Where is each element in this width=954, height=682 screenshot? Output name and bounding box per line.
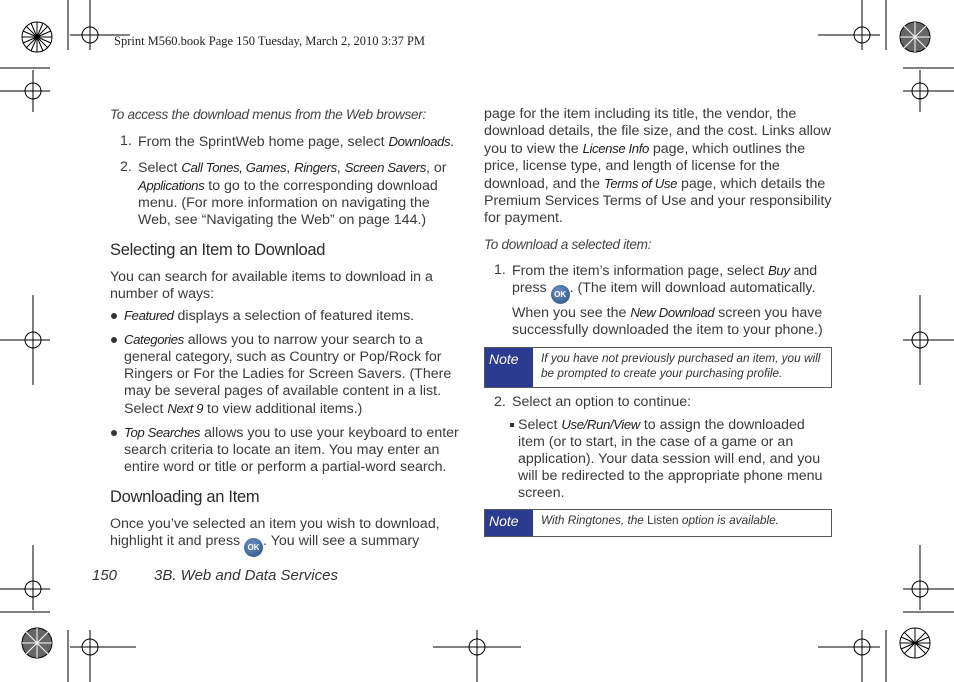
step-list bbox=[484, 262, 834, 339]
paragraph: You can search for available items to download in a number of ways: bbox=[110, 269, 433, 302]
ok-key-icon: OK bbox=[551, 285, 570, 304]
bullet-item bbox=[110, 307, 460, 325]
step-text: From the item’s information page, select bbox=[512, 263, 769, 279]
note-text: If you have not previously purchased an item, you will be prompted to create your purchasing profile. bbox=[541, 351, 821, 380]
step-list bbox=[484, 394, 834, 411]
menu-term: Downloads bbox=[388, 134, 451, 149]
paragraph-text: Once you’ve selected an item you wish to download, highlight it and press bbox=[110, 516, 440, 549]
section-heading: Selecting an Item to Download bbox=[110, 241, 326, 259]
menu-term: Screen Savers bbox=[344, 160, 426, 175]
menu-term: Use/Run/View bbox=[561, 417, 640, 432]
paragraph bbox=[110, 516, 460, 557]
crosshair-mark-right-bottom bbox=[903, 545, 954, 610]
step-text: Select an option to continue: bbox=[512, 394, 692, 410]
step-1 bbox=[110, 133, 460, 151]
section-heading: Downloading an Item bbox=[110, 488, 260, 506]
crosshair-mark-left-bottom bbox=[0, 545, 50, 610]
menu-term: Categories bbox=[124, 332, 184, 347]
option-list bbox=[484, 416, 834, 502]
paragraph-text: page, which outlines the price, license type, and length of license for the download, and the bbox=[484, 141, 806, 192]
bullet-dot bbox=[111, 313, 117, 319]
step-number: 1. bbox=[494, 262, 506, 278]
menu-term: Call Tones, Games bbox=[181, 160, 287, 175]
bullet-item bbox=[110, 331, 460, 418]
crosshair-mark-right-mid bbox=[903, 295, 954, 385]
crosshair-mark-bottom-right bbox=[818, 630, 880, 682]
bullet-text: allows you to narrow your search to a general category, such as Country or Pop/Rock for Ringers or For the Ladies for Screen Savers. (There may be several pages of available content in a list. Select bbox=[124, 332, 452, 417]
step-text: , bbox=[286, 160, 295, 176]
step-2 bbox=[484, 394, 834, 411]
bullet-item bbox=[110, 424, 460, 476]
step-text: Select bbox=[138, 160, 182, 176]
step-text: to go to the corresponding download menu. (For more information on navigating the Web, see “Navigating the Web” on page 144.) bbox=[138, 178, 438, 228]
bullet-text: to view additional items.) bbox=[203, 401, 363, 417]
note-text-part: With Ringtones, the bbox=[541, 513, 648, 527]
intro-instruction: To access the download menus from the Web browser: bbox=[110, 107, 426, 122]
step-number: 2. bbox=[494, 394, 506, 410]
option-text: to assign the downloaded item (or to start, in the case of a game or an application). Your data session will end, and you will be redirected to the appropriate phone menu screen. bbox=[518, 417, 823, 501]
note-label: Note bbox=[485, 510, 533, 536]
paragraph-text: . You will see a summary bbox=[263, 533, 420, 549]
intro-instruction: To download a selected item: bbox=[484, 237, 652, 252]
step-list bbox=[110, 133, 460, 229]
paragraph bbox=[484, 106, 834, 227]
menu-term: Listen bbox=[647, 513, 679, 527]
print-header: Sprint M560.book Page 150 Tuesday, March 2, 2010 3:37 PM bbox=[114, 34, 426, 48]
bullet-text: displays a selection of featured items. bbox=[173, 308, 415, 324]
note-text bbox=[533, 510, 785, 536]
menu-term: Featured bbox=[124, 308, 174, 323]
note-text-part: option is available. bbox=[678, 513, 779, 527]
step-text: . bbox=[450, 134, 455, 150]
crosshair-mark-bottom-center bbox=[433, 630, 521, 682]
bullet-dot bbox=[111, 430, 117, 436]
step-text: screen you have successfully downloaded the item to your phone.) bbox=[512, 305, 823, 338]
bullet-dot bbox=[111, 337, 117, 343]
menu-term: Top Searches bbox=[124, 425, 201, 440]
starburst-mark-bottom-left bbox=[22, 628, 52, 658]
left-column bbox=[110, 106, 460, 557]
ok-key-icon: OK bbox=[244, 538, 263, 557]
paragraph-text: page, which details the Premium Services Terms of Use and your responsibility for payment. bbox=[484, 176, 832, 226]
crosshair-mark-left-top bbox=[0, 70, 50, 112]
crosshair-mark-right-top bbox=[903, 70, 954, 112]
step-number: 2. bbox=[120, 159, 132, 175]
bullet-square bbox=[510, 423, 514, 427]
menu-term: Buy bbox=[768, 263, 790, 278]
menu-term: Terms of Use bbox=[603, 176, 678, 191]
step-2 bbox=[110, 159, 460, 229]
menu-term: New Download bbox=[630, 305, 715, 320]
note-box bbox=[484, 509, 832, 537]
crosshair-mark-bottom-left bbox=[70, 630, 136, 682]
menu-term: Applications bbox=[138, 178, 205, 193]
starburst-mark-top-right bbox=[900, 22, 930, 52]
step-text: , or bbox=[425, 160, 447, 176]
step-text: , bbox=[336, 160, 345, 176]
starburst-mark-top-left bbox=[22, 22, 52, 52]
starburst-mark-bottom-right bbox=[900, 628, 930, 658]
step-text: and press bbox=[512, 263, 818, 296]
menu-term: License Info bbox=[582, 141, 649, 156]
section-title: 3B. Web and Data Services bbox=[154, 567, 338, 584]
bullet-text: allows you to use your keyboard to enter search criteria to locate an item. You may enter an entire word or title or perform a partial-word search. bbox=[124, 425, 459, 475]
step-1 bbox=[484, 262, 834, 339]
page-number: 150 bbox=[92, 567, 118, 584]
menu-term: Ringers bbox=[294, 160, 337, 175]
note-label: Note bbox=[485, 348, 533, 387]
right-column bbox=[484, 106, 834, 537]
option-item bbox=[484, 416, 834, 502]
step-text: From the SprintWeb home page, select bbox=[138, 134, 389, 150]
step-text: . (The item will download automatically. When you see the bbox=[512, 280, 816, 321]
bullet-list bbox=[110, 307, 460, 476]
paragraph-text: page for the item including its title, the vendor, the download details, the file size, and the cost. Links allow you to view the bbox=[484, 106, 832, 157]
step-number: 1. bbox=[120, 133, 132, 149]
menu-term: Next 9 bbox=[167, 401, 204, 416]
crosshair-mark-top-right bbox=[818, 0, 880, 50]
option-text: Select bbox=[518, 417, 562, 433]
crosshair-mark-left-mid bbox=[0, 295, 50, 385]
note-box bbox=[484, 347, 832, 388]
